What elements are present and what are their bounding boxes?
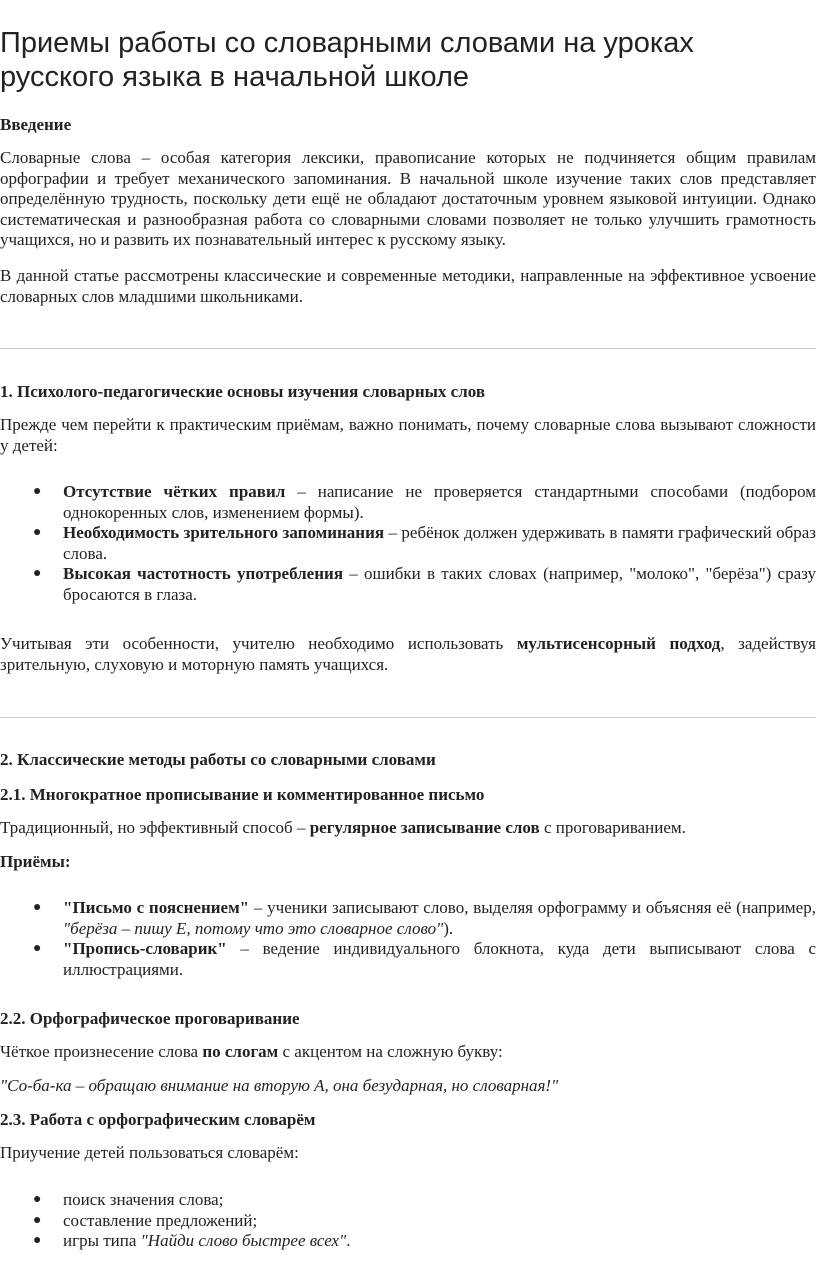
bullet-icon: ● [33, 941, 42, 956]
subsection-2-3-list [0, 1190, 816, 1252]
list-item-text: поиск значения слова; [63, 1190, 224, 1209]
techniques-label: Приёмы: [0, 852, 71, 871]
intro-paragraph-1: Словарные слова – особая категория лексики, правописание которых не подчиняется общим правилам орфографии и требует механического запоминания. В начальной школе изучение таких слов представляет определённую трудность, поскольку дети ещё не обладают достаточным уровнем языковой интуиции. Однако систематическая и разнообразная работа со словарными словами позволяет не только улучшить грамотность учащихся, но и развить их познавательный интерес к русскому языку. [0, 148, 816, 249]
list-item-bold: Высокая частотность употребления [63, 564, 344, 583]
paragraph-text: Учитывая эти особенности, учителю необходимо использовать [0, 634, 517, 653]
list-item-text: – написание не проверяется стандартными способами (подбором однокоренных слов, изменением формы). [63, 482, 816, 522]
bullet-icon: ● [33, 525, 42, 540]
list-item [0, 898, 816, 939]
list-item-italic: "Найди слово быстрее всех" [140, 1231, 347, 1250]
section-1-paragraph-1: Прежде чем перейти к практическим приёмам, важно понимать, почему словарные слова вызывают сложности у детей: [0, 415, 816, 455]
paragraph-text: Чёткое произнесение слова [0, 1042, 203, 1061]
list-item [0, 939, 816, 980]
list-item [0, 1211, 816, 1232]
intro-heading: Введение [0, 115, 72, 134]
paragraph-text: с проговариванием. [539, 818, 686, 837]
list-item [0, 1190, 816, 1211]
document-title: Приемы работы со словарными словами на уроках русского языка в начальной школе [0, 27, 694, 93]
subsection-2-1-list [0, 898, 816, 980]
list-item-text: ). [443, 918, 454, 938]
paragraph-bold: мультисенсорный подход [516, 634, 721, 653]
list-item [0, 523, 816, 564]
list-item-text: игры типа [63, 1231, 141, 1250]
list-item-text: – ошибки в таких словах (например, "молоко", "берёза") сразу бросаются в глаза. [63, 564, 816, 604]
bullet-icon: ● [33, 1233, 42, 1248]
subsection-2-2-heading: 2.2. Орфографическое проговаривание [0, 1009, 300, 1028]
subsection-2-1-paragraph [0, 818, 816, 839]
list-item-text: – ученики записывают слово, выделяя орфограмму и объясняя её (например, [249, 898, 816, 917]
section-1-paragraph-2 [0, 634, 816, 675]
section-1-heading: 1. Психолого-педагогические основы изучения словарных слов [0, 382, 485, 401]
section-divider [0, 348, 816, 349]
bullet-icon: ● [33, 484, 42, 499]
section-2-heading: 2. Классические методы работы со словарными словами [0, 750, 436, 769]
list-item [0, 482, 816, 523]
paragraph-bold: по слогам [202, 1042, 279, 1061]
section-divider [0, 717, 816, 718]
bullet-icon: ● [33, 1212, 42, 1228]
bullet-icon: ● [33, 566, 42, 581]
list-item-italic: "берёза – пишу Е, потому что это словарное слово" [63, 918, 444, 938]
list-item [0, 1231, 816, 1252]
list-item [0, 564, 816, 605]
subsection-2-2-paragraph [0, 1042, 816, 1063]
list-item-text: . [346, 1231, 351, 1250]
paragraph-text: с акцентом на сложную букву: [278, 1042, 503, 1061]
list-item-text: – ведение индивидуального блокнота, куда дети выписывают слова с иллюстрациями. [63, 939, 816, 979]
list-item-bold: Отсутствие чётких правил [63, 482, 286, 501]
list-item-bold: "Письмо с пояснением" [63, 898, 250, 917]
intro-paragraph-2: В данной статье рассмотрены классические и современные методики, направленные на эффективное усвоение словарных слов младшими школьниками. [0, 266, 816, 306]
subsection-2-2-quote: "Со-ба-ка – обращаю внимание на вторую А, она безударная, но словарная!" [0, 1076, 559, 1095]
list-item-bold: Необходимость зрительного запоминания [63, 523, 385, 542]
subsection-2-1-heading: 2.1. Многократное прописывание и комментированное письмо [0, 785, 485, 804]
paragraph-text: , задействуя зрительную, слуховую и моторную память учащихся. [0, 634, 816, 674]
subsection-2-3-heading: 2.3. Работа с орфографическим словарём [0, 1110, 316, 1129]
subsection-2-3-paragraph: Приучение детей пользоваться словарём: [0, 1143, 299, 1162]
section-1-list [0, 482, 816, 605]
paragraph-text: Традиционный, но эффективный способ – [0, 818, 310, 837]
bullet-icon: ● [33, 900, 42, 915]
list-item-text: – ребёнок должен удерживать в памяти графический образ слова. [63, 523, 816, 563]
paragraph-bold: регулярное записывание слов [309, 818, 540, 837]
list-item-bold: "Пропись-словарик" [63, 939, 227, 958]
bullet-icon: ● [33, 1192, 42, 1207]
list-item-text: составление предложений; [63, 1210, 258, 1230]
